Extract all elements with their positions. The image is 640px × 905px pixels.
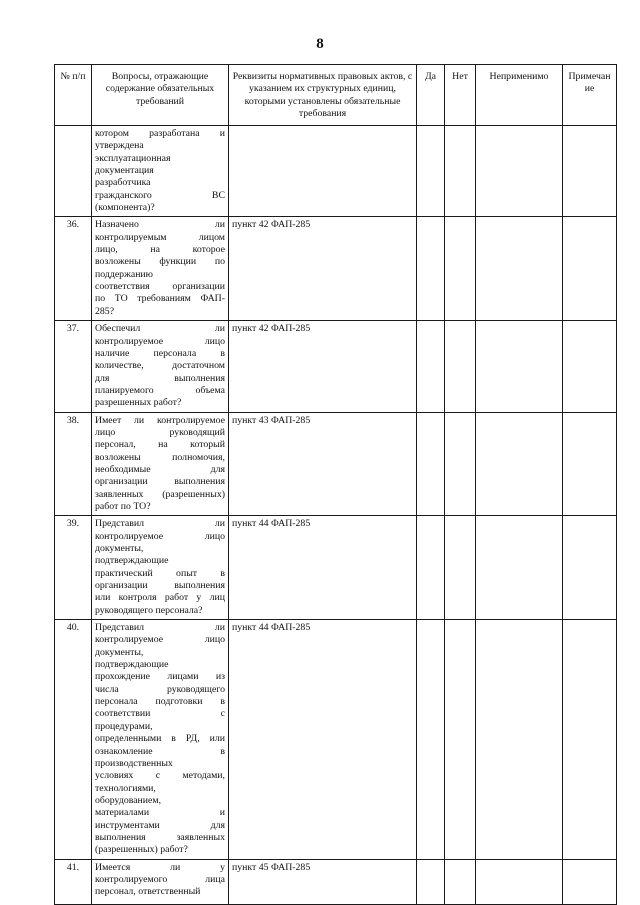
question-text-line: Имеет ли контролируемое [95,414,225,426]
question-text-line: условиях с методами, [95,770,225,782]
note-cell[interactable] [563,217,617,321]
question-text-line: прохождение лицами из [95,671,225,683]
row-number: 41. [55,859,92,904]
question-cell [92,859,229,904]
question-text-line: работ по ТО? [95,500,151,512]
note-cell[interactable] [563,516,617,620]
table-row [55,516,617,620]
row-number: 38. [55,412,92,516]
checklist-table [54,64,617,905]
question-text-line: Имеется ли у [95,861,225,873]
answer-yes-cell[interactable] [417,859,445,904]
question-text-line: поддержанию [95,268,153,280]
answer-no-cell[interactable] [445,859,476,904]
reference-cell: пункт 44 ФАП-285 [229,516,417,620]
question-text-line: процедурами, [95,720,153,732]
header-na: Неприменимо [476,65,563,126]
question-text-line: Назначено ли [95,219,225,231]
answer-no-cell[interactable] [445,620,476,860]
note-cell[interactable] [563,321,617,412]
row-number: 37. [55,321,92,412]
question-text-line: утверждена [95,140,144,152]
question-text-line: контролируемого лица [95,873,225,885]
question-text-line: лицо руководящий [95,426,225,438]
answer-na-cell[interactable] [476,126,563,217]
row-number: 40. [55,620,92,860]
table-row [55,859,617,904]
table-row [55,412,617,516]
question-text-line: контролируемое лицо [95,634,225,646]
reference-cell [229,126,417,217]
answer-yes-cell[interactable] [417,412,445,516]
question-text-line: персонала подготовки в [95,696,225,708]
table-row [55,321,617,412]
question-text-line: (компонента)? [95,202,155,214]
question-text-line: планируемого объема [95,384,225,396]
question-text-line: или контроля работ у лиц [95,592,225,604]
question-text-line: документы, [95,543,144,554]
question-text-line: Представил ли [95,518,225,530]
reference-cell: пункт 42 ФАП-285 [229,217,417,321]
question-cell [92,126,229,217]
question-text-line: определенными в РД, или [95,733,225,745]
question-text-line: ознакомление в [95,745,225,757]
question-text-line: возложены полномочия, [95,451,225,463]
question-text-line: организации выполнения [95,580,225,592]
question-text-line: заявленных (разрешенных) [95,488,225,500]
question-text-line: котором разработана и [95,128,225,139]
header-num: № п/п [55,65,92,126]
question-cell [92,516,229,620]
question-cell [92,217,229,321]
note-cell[interactable] [563,126,617,217]
question-text-line: для выполнения [95,372,225,384]
question-text-line: документы, [95,646,144,658]
answer-yes-cell[interactable] [417,217,445,321]
question-text-line: числа руководящего [95,683,225,695]
question-text-line: гражданского ВС [95,189,225,201]
reference-cell: пункт 42 ФАП-285 [229,321,417,412]
question-text-line: Представил ли [95,622,225,634]
answer-yes-cell[interactable] [417,620,445,860]
header-yes: Да [417,65,445,126]
question-cell [92,321,229,412]
question-text-line: материалами и [95,807,225,819]
note-cell[interactable] [563,412,617,516]
note-cell[interactable] [563,620,617,860]
question-text-line: необходимые для [95,463,225,475]
question-text-line: соответствии с [95,708,225,720]
question-text-line: разработчика [95,177,151,189]
question-text-line: 285? [95,305,115,317]
row-number [55,126,92,217]
header-reference: Реквизиты нормативных правовых актов, с указанием их структурных единиц, которыми установлены обязательные требования [229,65,417,126]
question-text-line: инструментами для [95,819,225,831]
reference-cell: пункт 43 ФАП-285 [229,412,417,516]
table-row [55,620,617,860]
question-text-line: контролируемое лицо [95,335,225,347]
answer-no-cell[interactable] [445,217,476,321]
question-text-line: документация [95,165,154,177]
question-text-line: контролируемым лицом [95,231,225,243]
question-text-line: организации выполнения [95,476,225,488]
question-text-line: выполнения заявленных [95,831,225,843]
answer-no-cell[interactable] [445,126,476,217]
question-text-line: оборудованием, [95,794,162,806]
note-cell[interactable] [563,859,617,904]
question-text-line: подтверждающие [95,659,169,671]
question-text-line: эксплуатационная [95,152,171,164]
question-text-line: практический опыт в [95,567,225,579]
question-text-line: по ТО требованиям ФАП- [95,293,225,305]
question-text-line: (разрешенных) работ? [95,844,188,856]
question-cell [92,620,229,860]
question-text-line: разрешенных работ? [95,397,182,409]
question-cell [92,412,229,516]
answer-yes-cell[interactable] [417,516,445,620]
reference-cell: пункт 45 ФАП-285 [229,859,417,904]
answer-no-cell[interactable] [445,412,476,516]
answer-yes-cell[interactable] [417,321,445,412]
question-text-line: контролируемое лицо [95,530,225,542]
answer-no-cell[interactable] [445,516,476,620]
question-text-line: Обеспечил ли [95,323,225,335]
row-number: 39. [55,516,92,620]
header-no: Нет [445,65,476,126]
question-text-line: соответствия организации [95,281,225,293]
answer-na-cell[interactable] [476,859,563,904]
question-text-line: подтверждающие [95,555,169,567]
answer-yes-cell[interactable] [417,126,445,217]
question-text-line: производственных [95,757,173,769]
question-text-line: персонал, на который [95,439,225,451]
question-text-line: технологиями, [95,782,156,794]
question-text-line: лицо, на которое [95,244,225,256]
question-text-line: персонал, ответственный [95,886,201,898]
answer-na-cell[interactable] [476,516,563,620]
answer-no-cell[interactable] [445,321,476,412]
header-note: Примечание [563,65,617,126]
answer-na-cell[interactable] [476,217,563,321]
page-number: 8 [316,36,324,52]
answer-na-cell[interactable] [476,620,563,860]
question-text-line: количестве, достаточном [95,360,225,372]
table-row [55,126,617,217]
question-text-line: руководящего персонала? [95,604,203,616]
question-text-line: возложены функции по [95,256,225,268]
row-number: 36. [55,217,92,321]
table-row [55,217,617,321]
table-header-row [55,65,617,126]
answer-na-cell[interactable] [476,321,563,412]
answer-na-cell[interactable] [476,412,563,516]
header-question: Вопросы, отражающие содержание обязательных требований [92,65,229,126]
question-text-line: наличие персонала в [95,347,225,359]
reference-cell: пункт 44 ФАП-285 [229,620,417,860]
